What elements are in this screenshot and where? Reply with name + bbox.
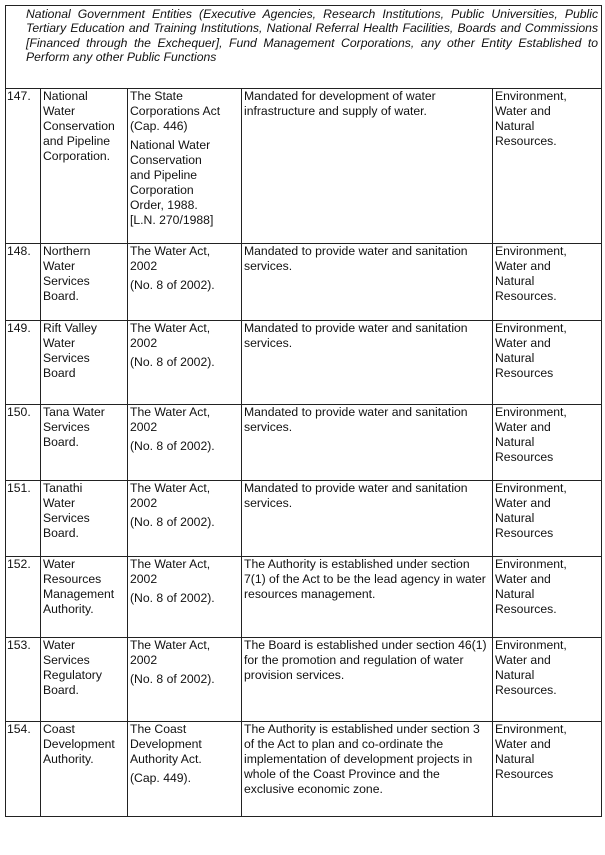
entry-number: 152. (6, 557, 41, 638)
entity-name (41, 557, 128, 638)
establishing-law (128, 89, 242, 244)
law-line: [L.N. 270/1988] (130, 213, 214, 227)
entity-name-line: Water (43, 336, 76, 350)
entry-number: 147. (6, 89, 41, 244)
entity-name-line: Water (43, 496, 76, 510)
entity-name-line: Resources (43, 572, 102, 586)
ministry-line: Natural (495, 587, 535, 601)
law-line: (No. 8 of 2002). (130, 672, 215, 686)
law-line: The Water Act, (130, 557, 211, 571)
entity-name (41, 89, 128, 244)
entity-function: Mandated to provide water and sanitation services. (242, 244, 493, 321)
law-line: Corporations Act (130, 104, 221, 118)
ministry-line: Natural (495, 511, 535, 525)
entity-function: The Authority is established under section 7(1) of the Act to be the lead agency in water resources management. (242, 557, 493, 638)
entity-name-line: Services (43, 420, 90, 434)
law-line: (No. 8 of 2002). (130, 278, 215, 292)
law-line: The Water Act, (130, 481, 211, 495)
ministry-line: Environment, (495, 321, 567, 335)
table-row (6, 321, 602, 405)
entry-number: 148. (6, 244, 41, 321)
ministry-line: Resources (495, 366, 554, 380)
ministry-line: Environment, (495, 557, 567, 571)
law-line: (No. 8 of 2002). (130, 515, 215, 529)
law-line: The Coast (130, 722, 187, 736)
law-line: 2002 (130, 572, 158, 586)
table-row (6, 89, 602, 244)
table-row (6, 244, 602, 321)
entity-function: The Authority is established under section 3 of the Act to plan and co-ordinate the implementation of development projects in whole of the Coast Province and the exclusive economic zone. (242, 722, 493, 817)
entity-name-line: Corporation. (43, 149, 111, 163)
table-header-row (6, 6, 602, 89)
ministry-line: Natural (495, 274, 535, 288)
parent-ministry (493, 557, 602, 638)
entity-name-line: and Pipeline (43, 134, 111, 148)
entity-name-line: Coast (43, 722, 75, 736)
law-line: Authority Act. (130, 752, 202, 766)
entity-name-line: Services (43, 351, 90, 365)
entity-name-line: Tanathi (43, 481, 83, 495)
ministry-line: Resources. (495, 602, 557, 616)
law-line: National Water (130, 138, 211, 152)
ministry-line: Environment, (495, 244, 567, 258)
entity-name-line: Rift Valley (43, 321, 97, 335)
ministry-line: Environment, (495, 481, 567, 495)
law-line: 2002 (130, 653, 158, 667)
entity-name-line: Water (43, 259, 76, 273)
law-line: 2002 (130, 420, 158, 434)
ministry-line: Environment, (495, 722, 567, 736)
establishing-law (128, 722, 242, 817)
parent-ministry (493, 638, 602, 722)
parent-ministry (493, 481, 602, 557)
law-line: 2002 (130, 336, 158, 350)
entry-number: 154. (6, 722, 41, 817)
entry-number: 151. (6, 481, 41, 557)
law-line: The Water Act, (130, 638, 211, 652)
parent-ministry (493, 89, 602, 244)
entity-function: Mandated to provide water and sanitation services. (242, 481, 493, 557)
entity-name-line: Conservation (43, 119, 115, 133)
establishing-law (128, 321, 242, 405)
establishing-law (128, 405, 242, 481)
establishing-law (128, 481, 242, 557)
entity-name-line: Services (43, 274, 90, 288)
ministry-line: Water and (495, 259, 551, 273)
law-line: The State (130, 89, 183, 103)
establishing-law (128, 244, 242, 321)
law-line: The Water Act, (130, 244, 211, 258)
ministry-line: Environment, (495, 405, 567, 419)
law-line: The Water Act, (130, 405, 211, 419)
entity-name (41, 722, 128, 817)
establishing-law (128, 638, 242, 722)
table-row (6, 405, 602, 481)
entity-name-line: Authority. (43, 752, 94, 766)
entry-number: 149. (6, 321, 41, 405)
entity-name (41, 481, 128, 557)
ministry-line: Water and (495, 737, 551, 751)
law-line: Conservation (130, 153, 202, 167)
ministry-line: Water and (495, 420, 551, 434)
entity-function: Mandated to provide water and sanitation services. (242, 405, 493, 481)
document-page (5, 5, 601, 817)
law-line: Development (130, 737, 202, 751)
law-line: (No. 8 of 2002). (130, 355, 215, 369)
parent-ministry (493, 722, 602, 817)
ministry-line: Natural (495, 119, 535, 133)
parent-ministry (493, 244, 602, 321)
ministry-line: Natural (495, 351, 535, 365)
entry-number: 153. (6, 638, 41, 722)
table-row (6, 722, 602, 817)
entity-name-line: Services (43, 653, 90, 667)
entity-name-line: Water (43, 638, 76, 652)
ministry-line: Environment, (495, 89, 567, 103)
entity-name (41, 405, 128, 481)
law-line: Order, 1988. (130, 198, 198, 212)
ministry-line: Water and (495, 572, 551, 586)
ministry-line: Water and (495, 653, 551, 667)
law-line: (No. 8 of 2002). (130, 591, 215, 605)
entity-name-line: Board. (43, 289, 79, 303)
ministry-line: Water and (495, 336, 551, 350)
establishing-law (128, 557, 242, 638)
ministry-line: Water and (495, 496, 551, 510)
entity-name-line: Services (43, 511, 90, 525)
entity-function: The Board is established under section 46(1) for the promotion and regulation of water provision services. (242, 638, 493, 722)
entity-name-line: Authority. (43, 602, 94, 616)
entry-number: 150. (6, 405, 41, 481)
ministry-line: Natural (495, 668, 535, 682)
entity-name-line: Development (43, 737, 115, 751)
entity-name (41, 321, 128, 405)
entities-table (5, 5, 602, 817)
entity-name-line: Water (43, 104, 76, 118)
entity-name-line: Regulatory (43, 668, 102, 682)
entity-function: Mandated to provide water and sanitation services. (242, 321, 493, 405)
ministry-line: Resources. (495, 683, 557, 697)
law-line: 2002 (130, 259, 158, 273)
law-line: (Cap. 446) (130, 119, 188, 133)
entity-name-line: Board. (43, 683, 79, 697)
entity-name (41, 638, 128, 722)
law-line: (No. 8 of 2002). (130, 439, 215, 453)
parent-ministry (493, 321, 602, 405)
ministry-line: Water and (495, 104, 551, 118)
law-line: (Cap. 449). (130, 771, 191, 785)
entity-name-line: Board (43, 366, 76, 380)
ministry-line: Environment, (495, 638, 567, 652)
ministry-line: Resources. (495, 134, 557, 148)
law-line: The Water Act, (130, 321, 211, 335)
entity-name-line: Tana Water (43, 405, 105, 419)
law-line: 2002 (130, 496, 158, 510)
ministry-line: Natural (495, 435, 535, 449)
ministry-line: Resources (495, 767, 554, 781)
law-line: Corporation (130, 183, 194, 197)
entity-function: Mandated for development of water infrastructure and supply of water. (242, 89, 493, 244)
table-row (6, 481, 602, 557)
parent-ministry (493, 405, 602, 481)
entity-name-line: National (43, 89, 88, 103)
ministry-line: Resources (495, 450, 554, 464)
entity-name-line: Board. (43, 435, 79, 449)
entity-name (41, 244, 128, 321)
entity-name-line: Water (43, 557, 76, 571)
table-row (6, 557, 602, 638)
table-row (6, 638, 602, 722)
ministry-line: Resources (495, 526, 554, 540)
category-header: National Government Entities (Executive Agencies, Research Institutions, Public Universities, Public Tertiary Education and Training Institutions, National Referral Health Facilities, Boards and Commissions [Financed through the Exchequer], Fund Management Corporations, any other Entity Established to Perform any other Public Functions (6, 6, 602, 89)
entity-name-line: Northern (43, 244, 91, 258)
entity-name-line: Board. (43, 526, 79, 540)
entity-name-line: Management (43, 587, 115, 601)
ministry-line: Natural (495, 752, 535, 766)
law-line: and Pipeline (130, 168, 198, 182)
ministry-line: Resources. (495, 289, 557, 303)
